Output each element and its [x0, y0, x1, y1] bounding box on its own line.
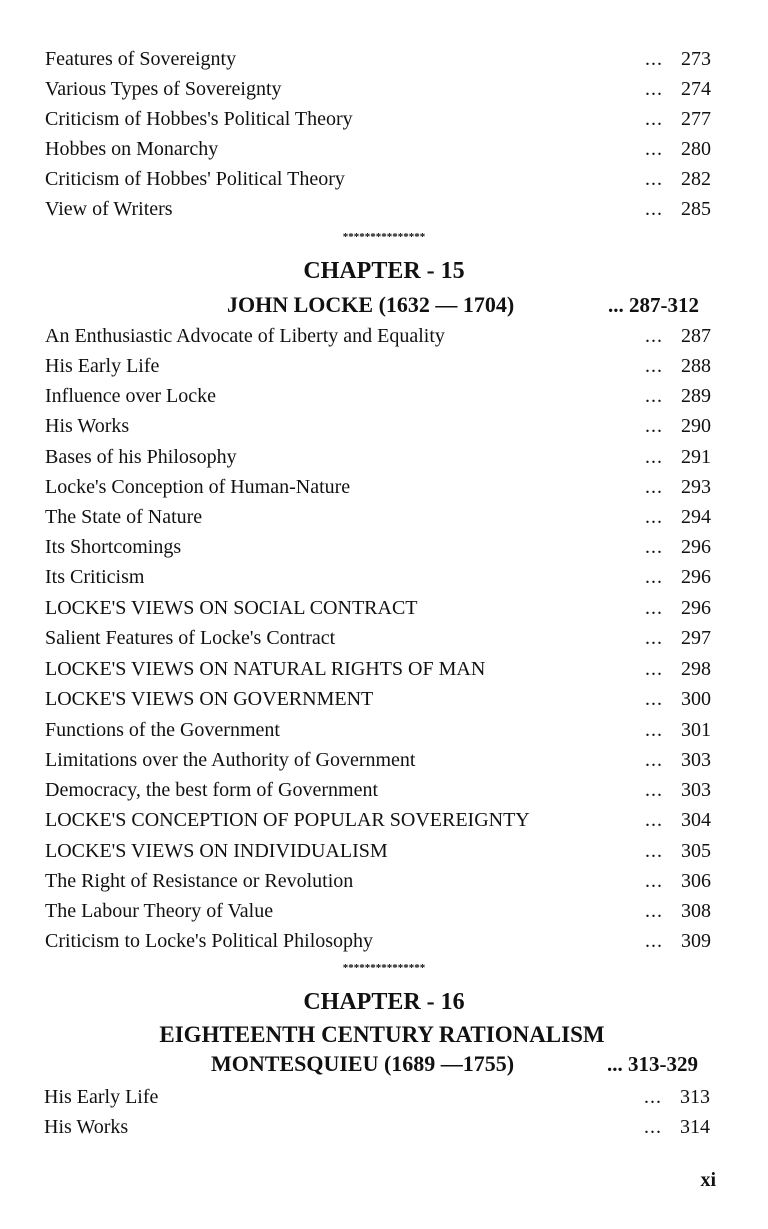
entry-page-ref	[645, 562, 720, 592]
toc-entry	[45, 805, 720, 835]
page-number: 304	[681, 809, 711, 831]
page-folio: xi	[700, 1169, 716, 1191]
entry-title: Criticism of Hobbes' Political Theory	[45, 168, 345, 190]
page-number: 303	[681, 749, 711, 771]
entry-title: Locke's Conception of Human-Nature	[45, 476, 351, 498]
page-number: 308	[681, 900, 711, 922]
toc-entry	[45, 593, 720, 623]
entry-title: LOCKE'S VIEWS ON NATURAL RIGHTS OF MAN	[45, 658, 486, 680]
page-number: 300	[681, 688, 711, 710]
entry-page-ref	[645, 866, 720, 896]
entry-title: Features of Sovereignty	[45, 48, 237, 70]
page-number: 288	[681, 355, 711, 377]
page-number: 282	[681, 168, 711, 190]
page-number: 296	[681, 597, 711, 619]
leader-dots: ...	[645, 749, 663, 771]
entry-title: The State of Nature	[45, 506, 203, 528]
toc-entry	[45, 442, 720, 472]
leader-dots: ...	[645, 48, 663, 70]
entry-title: Salient Features of Locke's Contract	[45, 627, 336, 649]
entry-page-ref	[645, 926, 720, 956]
entry-title: His Early Life	[44, 1086, 159, 1108]
entry-title: LOCKE'S VIEWS ON SOCIAL CONTRACT	[45, 597, 418, 619]
entry-page-ref	[645, 104, 720, 134]
page-number: 306	[681, 870, 711, 892]
entry-title: Influence over Locke	[45, 385, 217, 407]
toc-entry	[45, 926, 720, 956]
toc-entry	[45, 74, 720, 104]
entry-page-ref	[645, 805, 720, 835]
section-separator: ***************	[342, 962, 426, 974]
page-number: 309	[681, 930, 711, 952]
leader-dots: ...	[645, 719, 663, 741]
leader-dots: ...	[645, 355, 663, 377]
page-number: 273	[681, 48, 711, 70]
entry-title: The Right of Resistance or Revolution	[45, 870, 354, 892]
toc-entry	[45, 381, 720, 411]
toc-entry	[45, 562, 720, 592]
page-number: 296	[681, 566, 711, 588]
entry-page-ref	[645, 593, 720, 623]
entry-page-ref	[645, 321, 720, 351]
entry-title: Bases of his Philosophy	[45, 446, 237, 468]
entry-page-ref	[645, 684, 720, 714]
entry-page-ref	[645, 442, 720, 472]
leader-dots: ...	[645, 809, 663, 831]
leader-dots: ...	[645, 688, 663, 710]
entry-page-ref	[645, 411, 720, 441]
toc-entry	[45, 351, 720, 381]
page-number: 287	[681, 325, 711, 347]
toc-entry	[44, 1082, 720, 1112]
page-number: 293	[681, 476, 711, 498]
leader-dots: ...	[645, 78, 663, 100]
entry-title: Hobbes on Monarchy	[45, 138, 219, 160]
entry-page-ref	[645, 623, 720, 653]
toc-entry	[45, 836, 720, 866]
toc-entry	[45, 321, 720, 351]
entry-page-ref	[645, 836, 720, 866]
page-number: 285	[681, 198, 711, 220]
page-number: 277	[681, 108, 711, 130]
entry-title: The Labour Theory of Value	[45, 900, 274, 922]
chapter-title: MONTESQUIEU (1689 —1755)	[211, 1051, 515, 1076]
entry-title: LOCKE'S VIEWS ON INDIVIDUALISM	[45, 840, 388, 862]
entry-page-ref	[645, 472, 720, 502]
toc-entry	[45, 745, 720, 775]
leader-dots: ...	[645, 566, 663, 588]
page-number: 313	[680, 1086, 710, 1108]
entry-page-ref	[645, 775, 720, 805]
page-number: 305	[681, 840, 711, 862]
entry-page-ref	[645, 715, 720, 745]
entry-title: Limitations over the Authority of Government	[45, 749, 416, 771]
leader-dots: ...	[645, 536, 663, 558]
page-number: 274	[681, 78, 711, 100]
toc-entry	[45, 715, 720, 745]
leader-dots: ...	[645, 779, 663, 801]
toc-entry	[45, 532, 720, 562]
leader-dots: ...	[645, 415, 663, 437]
entry-title: Its Criticism	[45, 566, 145, 588]
toc-entry	[45, 775, 720, 805]
toc-entry	[45, 134, 720, 164]
leader-dots: ...	[645, 900, 663, 922]
leader-dots: ...	[645, 325, 663, 347]
chapter-page-range: ... 287-312	[608, 293, 699, 317]
entry-page-ref	[645, 532, 720, 562]
entry-title: View of Writers	[45, 198, 173, 220]
toc-entry	[45, 194, 720, 224]
chapter-heading: CHAPTER - 15	[303, 258, 465, 284]
entry-title: Functions of the Government	[45, 719, 280, 741]
toc-entry	[45, 502, 720, 532]
toc-entry	[45, 654, 720, 684]
chapter-title: JOHN LOCKE (1632 — 1704)	[227, 292, 515, 317]
leader-dots: ...	[645, 658, 663, 680]
entry-page-ref	[644, 1112, 719, 1142]
leader-dots: ...	[644, 1116, 662, 1138]
entry-page-ref	[645, 351, 720, 381]
toc-entry	[45, 472, 720, 502]
toc-entry	[45, 44, 720, 74]
page-number: 289	[681, 385, 711, 407]
page-number: 290	[681, 415, 711, 437]
page-number: 294	[681, 506, 711, 528]
entry-title: Its Shortcomings	[45, 536, 182, 558]
toc-entry	[45, 164, 720, 194]
entry-title: An Enthusiastic Advocate of Liberty and Equality	[45, 325, 445, 347]
entry-title: His Works	[45, 415, 130, 437]
entry-page-ref	[645, 134, 720, 164]
entry-title: His Works	[44, 1116, 129, 1138]
entry-page-ref	[645, 164, 720, 194]
leader-dots: ...	[645, 476, 663, 498]
entry-title: Democracy, the best form of Government	[45, 779, 379, 801]
entry-title: Criticism of Hobbes's Political Theory	[45, 108, 353, 130]
leader-dots: ...	[645, 930, 663, 952]
page-number: 296	[681, 536, 711, 558]
entry-page-ref	[644, 1082, 719, 1112]
leader-dots: ...	[645, 446, 663, 468]
chapter-page-range: ... 313-329	[607, 1052, 698, 1076]
page-number: 280	[681, 138, 711, 160]
entry-page-ref	[645, 654, 720, 684]
leader-dots: ...	[645, 627, 663, 649]
entry-title: Criticism to Locke's Political Philosophy	[45, 930, 374, 952]
page-number: 298	[681, 658, 711, 680]
toc-entry	[45, 684, 720, 714]
toc-entry	[45, 623, 720, 653]
toc-entry	[45, 411, 720, 441]
page-number: 297	[681, 627, 711, 649]
section-separator: ***************	[342, 231, 426, 243]
entry-title: Various Types of Sovereignty	[45, 78, 282, 100]
leader-dots: ...	[645, 840, 663, 862]
leader-dots: ...	[645, 870, 663, 892]
entry-page-ref	[645, 381, 720, 411]
page-number: 314	[680, 1116, 710, 1138]
leader-dots: ...	[645, 168, 663, 190]
leader-dots: ...	[645, 385, 663, 407]
leader-dots: ...	[645, 138, 663, 160]
chapter-heading: CHAPTER - 16	[303, 989, 465, 1015]
entry-title: His Early Life	[45, 355, 160, 377]
toc-entry	[45, 866, 720, 896]
toc-entry	[45, 104, 720, 134]
toc-entry	[45, 896, 720, 926]
entry-page-ref	[645, 896, 720, 926]
entry-page-ref	[645, 194, 720, 224]
leader-dots: ...	[645, 597, 663, 619]
toc-entry	[44, 1112, 720, 1142]
entry-page-ref	[645, 745, 720, 775]
page-number: 301	[681, 719, 711, 741]
entry-title: LOCKE'S CONCEPTION OF POPULAR SOVEREIGNTY	[45, 809, 530, 831]
leader-dots: ...	[645, 108, 663, 130]
page-number: 291	[681, 446, 711, 468]
page-number: 303	[681, 779, 711, 801]
entry-title: LOCKE'S VIEWS ON GOVERNMENT	[45, 688, 374, 710]
leader-dots: ...	[645, 198, 663, 220]
leader-dots: ...	[644, 1086, 662, 1108]
entry-page-ref	[645, 74, 720, 104]
entry-page-ref	[645, 44, 720, 74]
entry-page-ref	[645, 502, 720, 532]
chapter-subtitle: EIGHTEENTH CENTURY RATIONALISM	[159, 1022, 605, 1047]
leader-dots: ...	[645, 506, 663, 528]
